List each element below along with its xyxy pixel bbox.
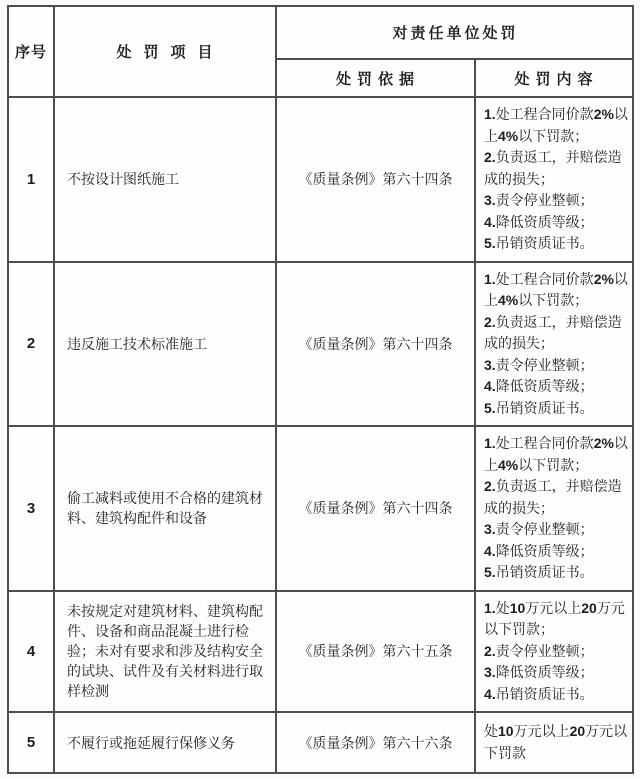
row-index: 3	[8, 426, 54, 591]
content-line: 1.处工程合同价款2%以上4%以下罚款；	[484, 106, 628, 144]
content-line: 4.吊销资质证书。	[484, 685, 594, 702]
content-line: 1.处工程合同价款2%以上4%以下罚款；	[484, 435, 628, 473]
content-line: 3.责令停业整顿；	[484, 521, 594, 537]
row-index: 4	[8, 591, 54, 713]
header-index: 序号	[8, 6, 54, 97]
content-line: 4.降低资质等级；	[484, 213, 594, 230]
row-penalty-basis: 《质量条例》第六十五条	[276, 591, 475, 713]
content-line: 4.降低资质等级；	[484, 378, 594, 394]
content-line: 1.处10万元以上20万元以下罚款；	[484, 599, 625, 637]
row-penalty-basis: 《质量条例》第六十六条	[276, 712, 475, 773]
content-line: 2.责令停业整顿；	[484, 642, 594, 659]
content-line: 2.负责返工，并赔偿造成的损失；	[484, 313, 622, 351]
header-penalty-item: 处罚项目	[54, 6, 276, 97]
row-penalty-item: 不履行或拖延履行保修义务	[54, 712, 276, 773]
row-penalty-content	[475, 426, 633, 591]
header-row-top	[8, 6, 633, 59]
penalty-table	[7, 5, 634, 774]
content-line: 1.处工程合同价款2%以上4%以下罚款；	[484, 270, 628, 308]
row-penalty-item: 偷工减料或使用不合格的建筑材料、建筑构配件和设备	[54, 426, 276, 591]
row-penalty-content	[475, 591, 633, 713]
content-line: 3.责令停业整顿；	[484, 192, 594, 208]
row-penalty-item: 不按设计图纸施工	[54, 97, 276, 262]
content-line: 2.负责返工，并赔偿造成的损失；	[484, 478, 622, 516]
table-row	[8, 262, 633, 427]
row-penalty-content	[475, 97, 633, 262]
row-index: 1	[8, 97, 54, 262]
content-line: 5.吊销资质证书。	[484, 235, 594, 251]
row-penalty-basis: 《质量条例》第六十四条	[276, 262, 475, 427]
row-penalty-basis: 《质量条例》第六十四条	[276, 426, 475, 591]
table-row	[8, 97, 633, 262]
row-penalty-content	[475, 262, 633, 427]
row-index: 5	[8, 712, 54, 773]
table-row	[8, 426, 633, 591]
table-row	[8, 591, 633, 713]
content-line: 5.吊销资质证书。	[484, 564, 594, 580]
content-line: 3.降低资质等级；	[484, 664, 594, 680]
content-line: 处10万元以上20万元以下罚款	[484, 723, 628, 761]
row-penalty-item: 违反施工技术标准施工	[54, 262, 276, 427]
header-unit-penalty-group: 对责任单位处罚	[276, 6, 633, 59]
row-penalty-content	[475, 712, 633, 773]
header-penalty-content: 处罚内容	[475, 59, 633, 97]
row-index: 2	[8, 262, 54, 427]
content-line: 2.负责返工，并赔偿造成的损失；	[484, 149, 622, 187]
table-row	[8, 712, 633, 773]
content-line: 4.降低资质等级；	[484, 542, 594, 559]
header-penalty-basis: 处罚依据	[276, 59, 475, 97]
content-line: 5.吊销资质证书。	[484, 399, 594, 416]
row-penalty-item: 未按规定对建筑材料、建筑构配件、设备和商品混凝土进行检验；未对有要求和涉及结构安全的试块、试件及有关材料进行取样检测	[54, 591, 276, 713]
row-penalty-basis: 《质量条例》第六十四条	[276, 97, 475, 262]
content-line: 3.责令停业整顿；	[484, 356, 594, 373]
